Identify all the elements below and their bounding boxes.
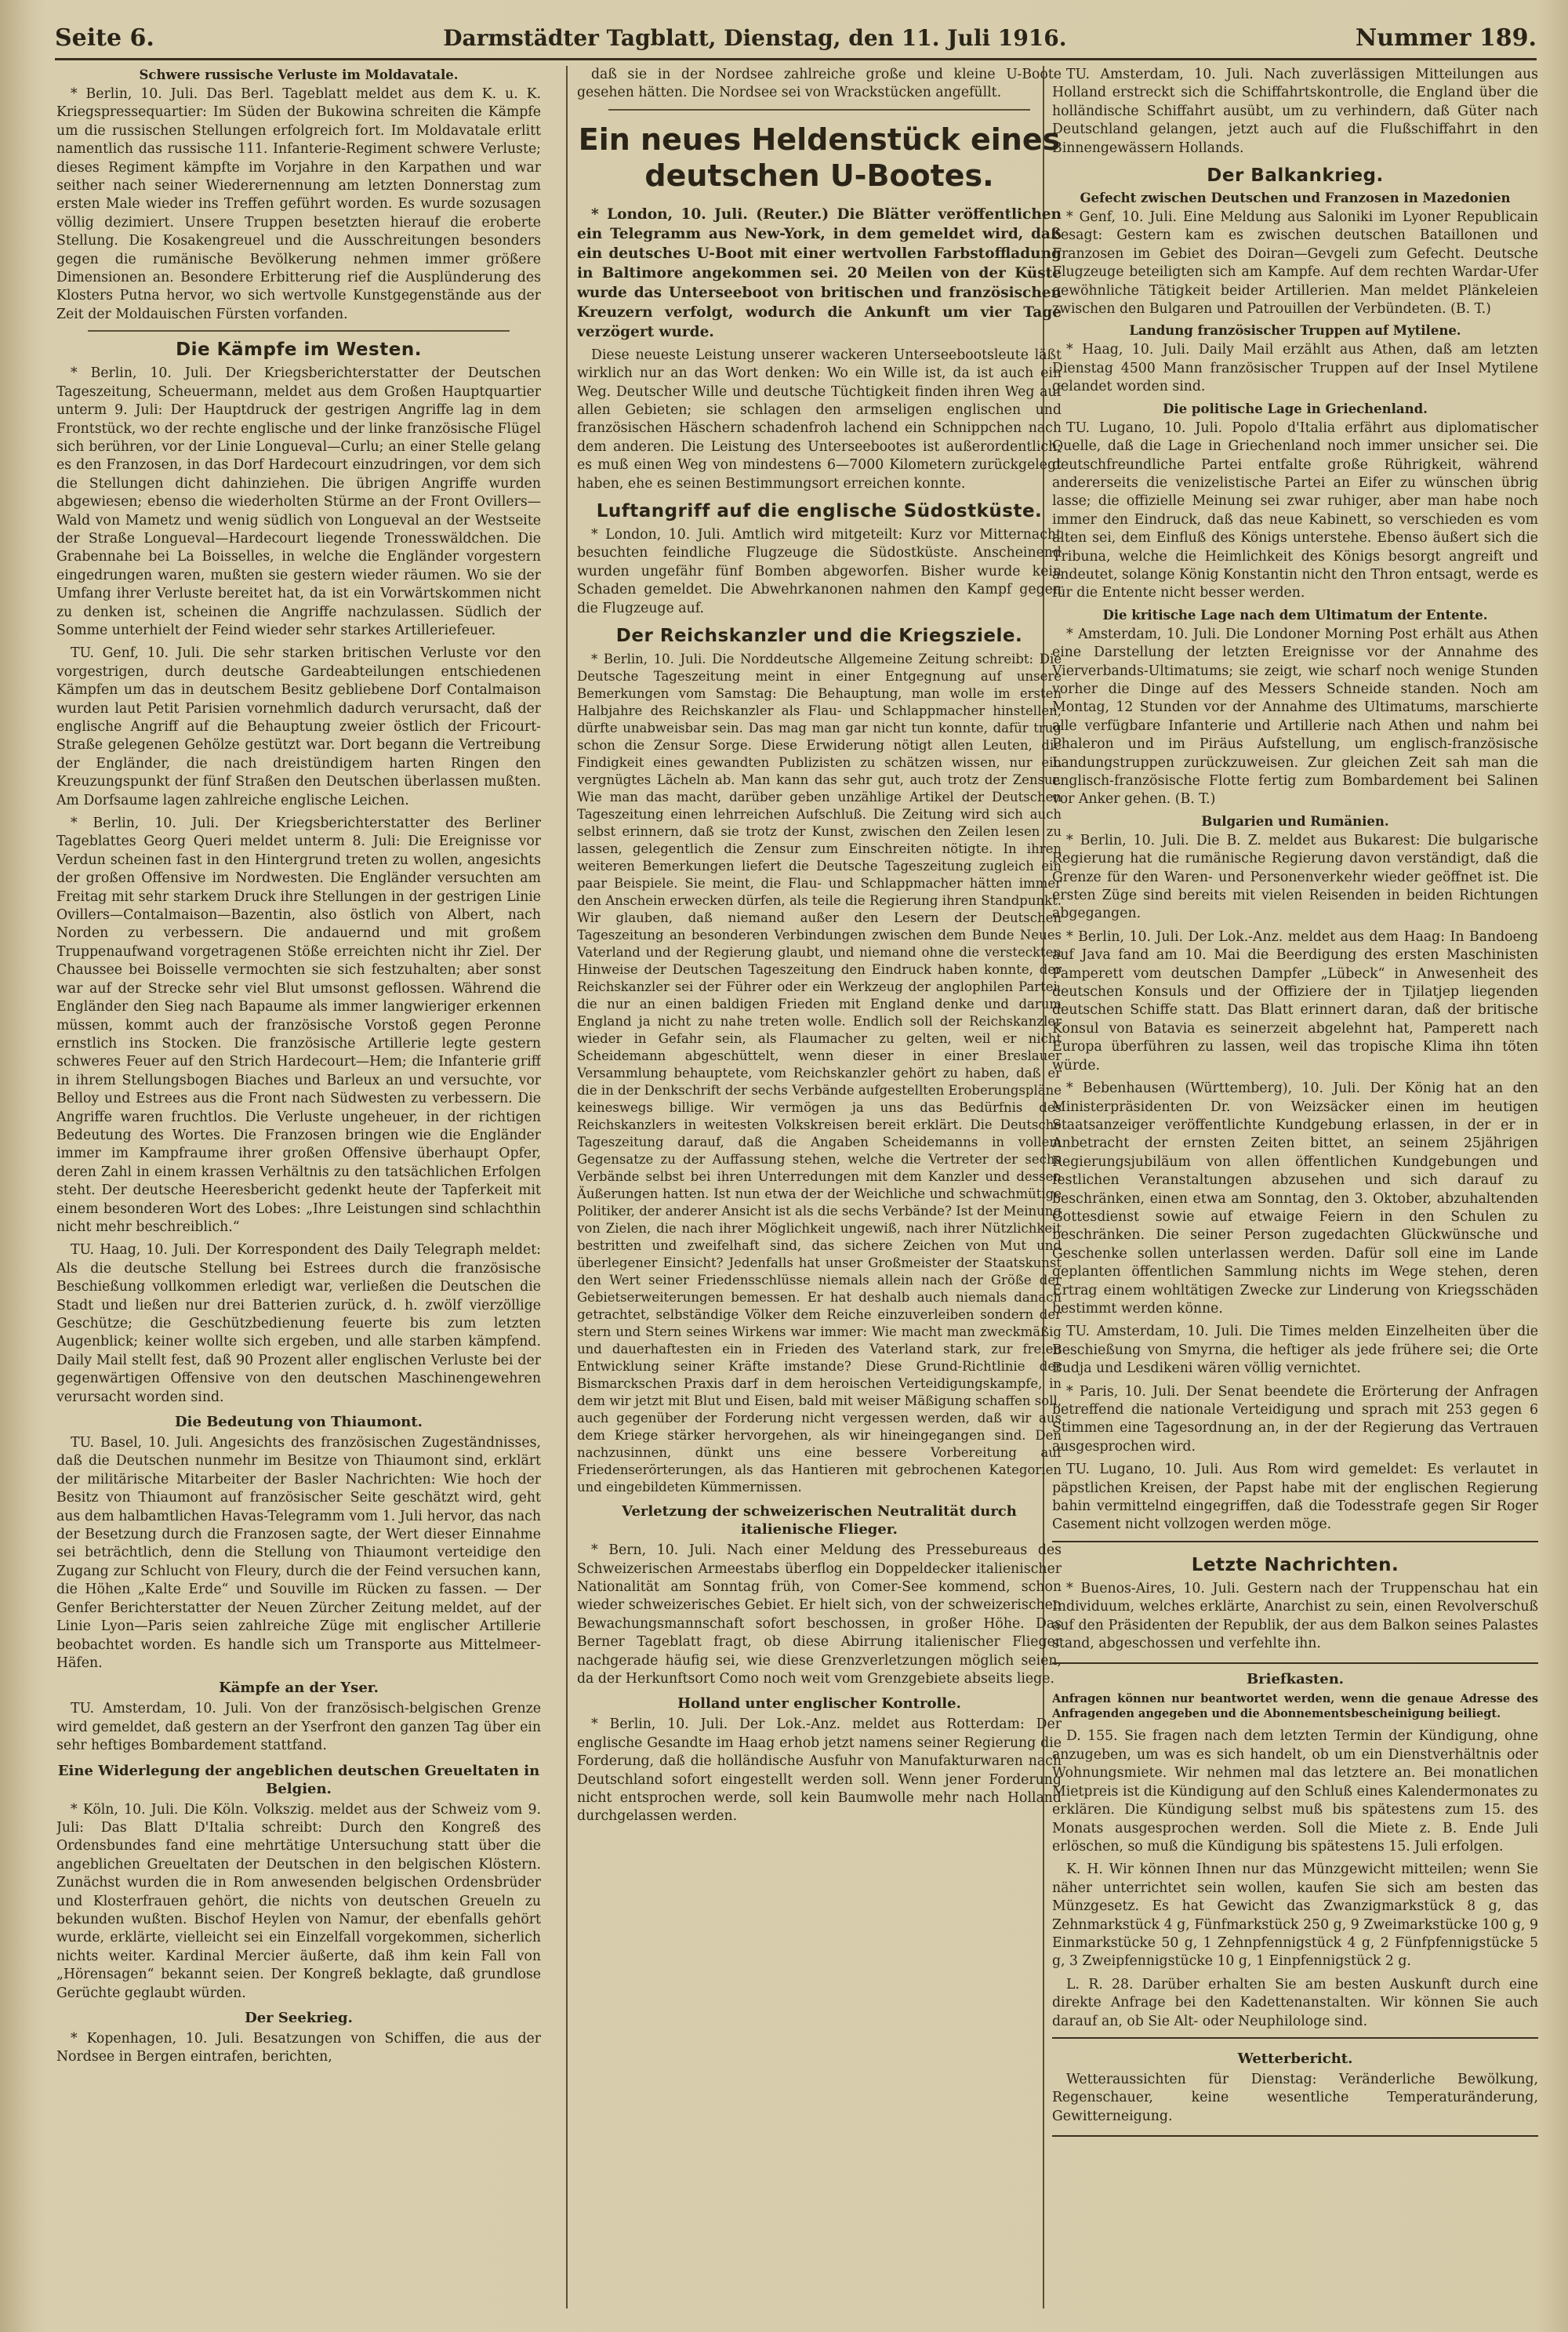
article-heading: Die Bedeutung von Thiaumont.: [175, 1414, 423, 1431]
article-subheading: Landung französischer Truppen auf Mytilene.: [1129, 323, 1461, 339]
separator: [88, 330, 510, 332]
page-number: Seite 6.: [55, 24, 154, 52]
article-text: * Bern, 10. Juli. Nach einer Meldung des Pressebureaus des Schweizerischen Armeestabs überflog ein Doppeldecker italienischer Nationalität am Sonntag früh, von Comer-See kommend, schon wieder schweizerisches Gebiet. Er hielt sich, von der schweizerischen Bewachungsmannschaft sofort beschossen, in großer Höhe. Das Berner Tageblatt fragt, ob diese Abirrung italienischer Flieger nachgerade häufig sei, wie diese Grenzverletzungen möglich seien, da der Herkunftsort Como noch weit vom Grenzgebiete abseits liege.: [577, 1542, 1062, 1687]
article-text: daß sie in der Nordsee zahlreiche große und kleine U-Boote gesehen hätten. Die Nordsee sei von Wrackstücken angefüllt.: [577, 67, 1062, 101]
article-heading: Der Seekrieg.: [245, 2010, 353, 2026]
article-heading: Letzte Nachrichten.: [1191, 1554, 1399, 1575]
article-subheading: Gefecht zwischen Deutschen und Franzosen in Mazedonien: [1080, 191, 1511, 206]
article-text: TU. Amsterdam, 10. Juli. Die Times melden Einzelheiten über die Beschießung von Smyrna, die heftiger als jede frühere sei; die Orte Budja und Lesdikeni wären völlig vernichtet.: [1052, 1324, 1538, 1377]
article-text: * Amsterdam, 10. Juli. Die Londoner Morning Post erhält aus Athen eine Darstellung der letzten Ereignisse vor der Annahme des Vierverbands-Ultimatums; sie zeigt, wie scharf noch wenige Stunden vorher die Dinge auf des Messers Schneide standen. Noch am Montag, 12 Stunden vor der Annahme des Ultimatums, marschierte alle verfügbare Infanterie und Artillerie nach Athen und nahm bei Phaleron und im Piräus Aufstellung, um englisch-französische Landungstruppen zurückzuweisen. Zur gleichen Zeit sah man die englisch-französische Flotte fertig zum Bombardement bei Salinen vor Anker gehen. (B. T.): [1052, 626, 1538, 808]
article-heading: Kämpfe an der Yser.: [219, 1680, 379, 1697]
mailbox-note: Anfragen können nur beantwortet werden, wenn die genaue Adresse des Anfragenden angegeben und die Abonnementsbescheinigung beiliegt.: [1052, 1692, 1538, 1721]
article-text: * London, 10. Juli. Amtlich wird mitgeteilt: Kurz vor Mitternacht besuchten feindliche Flugzeuge die Südostküste. Anscheinend wurden ungefähr fünf Bomben abgeworfen. Bisher wurde kein Schaden gemeldet. Die Abwehrkanonen nahmen den Kampf gegen die Flugzeuge auf.: [577, 527, 1062, 616]
article-text: K. H. Wir können Ihnen nur das Münzgewicht mitteilen; wenn Sie näher unterrichtet sein wollen, kaufen Sie sich am besten das Münzgesetz. Es hat Gewicht das Zwanzigmarkstück 8 g, das Zehnmarkstück 4 g, Fünfmarkstück 250 g, 9 Zweimarkstücke 100 g, 9 Einmarkstücke 50 g, 1 Zehnpfennigstück 4 g, 2 Fünfpfennigstücke 5 g, 3 Zweipfennigstücke 10 g, 1 Einpfennigstück 2 g.: [1052, 1862, 1538, 1970]
newspaper-title: Darmstädter Tagblatt, Dienstag, den 11. Juli 1916.: [443, 24, 1067, 51]
article-heading: Eine Widerlegung der angeblichen deutschen Greueltaten in Belgien.: [57, 1762, 540, 1797]
article-text: * Berlin, 10. Juli. Die Norddeutsche Allgemeine Zeitung schreibt: Die Deutsche Tageszeitung meint in einer Entgegnung auf unsere Bemerkungen vom Samstag: Die Behauptung, man wolle im ersten Halbjahre des Reichskanzler als Flau- und Schlappmacher hinstellen, dürfte unabweisbar sein. Das mag man gar nicht tun konnte, dafür trug schon die Zensur Sorge. Diese Erwiderung nötigt allen Leuten, die Findigkeit eines gewandten Publizisten zu schätzen wissen, nur ein vergnügtes Lächeln ab. Man kann das sehr gut, auch trotz der Zensur. Wie man das macht, darüber geben unzählige Artikel der Deutschen Tageszeitung einen lehrreichen Aufschluß. Die Zeitung wird sich auch selbst erinnern, daß sie trotz der Kunst, zwischen den Zeilen lesen zu lassen, gelegentlich die Zensur zum Einschreiten nötigte. In ihren weiteren Bemerkungen liefert die Deutsche Tageszeitung zugleich ein paar Beispiele. Sie meint, die Flau- und Schlappmacher hätten immer den Anschein erwecken dürfen, als teile die Regierung ihren Standpunkt. Wir glauben, daß niemand außer den Lesern der Deutschen Tageszeitung an besonderen Verbindungen zwischen dem Bunde Neues Vaterland und der Regierung glaubt, und niemand ohne die versteckten Hinweise der Deutschen Tageszeitung den Eindruck haben konnte, der Reichskanzler sei der Führer oder ein Werkzeug der anglophilen Partei, die nur an einen baldigen Frieden mit England denke und darum England ja nicht zu nahe treten wolle. Endlich soll der Reichskanzler wieder in Gefahr sein, als Flaumacher zu gelten, weil er nicht Scheidemann abgeschüttelt, wenn dieser in einer Breslauer Versammlung behauptete, vom Reichskanzler gehört zu haben, daß er die in der Denkschrift der sechs Verbände aufgestellten Eroberungspläne keineswegs billige. Wir vermögen ja uns das Bedürfnis des Reichskanzlers in weitesten Volkskreisen bereit erklärt. Die Deutsche Tageszeitung darauf, daß die Angaben Scheidemanns in vollem Gegensatze zu der Auffassung stehen, welche die Vertreter der sechs Verbände selbst bei ihren Unterredungen mit dem Kanzler und dessen Äußerungen hatten. Ist nun etwa der der Weichliche und schwachmütige Politiker, der anderer Ansicht ist als die sechs Verbände? Ist der Meinung von Zielen, die nach ihrer Möglichkeit ungewiß, nach ihrer Nützlichkeit bestritten und zweifelhaft sind, das sichere Zeichen von Mut und überlegener Einsicht? Jedenfalls hat unser Großmeister der Staatskunst den Wert seiner Friedensschlüsse niemals allein nach der Größe der Gebietserweiterungen bemessen. Er hat deshalb auch niemals danach getrachtet, selbständige Völker dem Reiche einzuverleiben sondern der stern und Stern seines Wirkens war immer: Wie macht man zweckmäßig und dauerhaftesten ein in Frieden des Vaterland stark, zur freien Entwicklung seiner Kräfte imstande? Diese Grund-Richtlinie der Bismarckschen Praxis darf in dem heroischen Verteidigungskampfe, in dem wir jetzt mit Blut und Eisen, bald mit weiser Mäßigung schaffen soll, auch gegenüber der Forderung nicht vergessen werden, daß wir aus dem Kriege stärker hervorgehen, als wir hineingegangen sind. Den nachzusinnen, dünkt uns eine bessere Vorbereitung auf Friedenserörterungen, als das Hantieren mit gebrochenen Kategorien und eingebildeten Kümmernissen.: [577, 652, 1062, 1495]
article-text: * Genf, 10. Juli. Eine Meldung aus Saloniki im Lyoner Republicain besagt: Gestern kam es zwischen deutschen Bataillonen und Franzosen im Gebiet des Doiran—Gevgeli zum Gefecht. Deutsche Flugzeuge beteiligten sich am Kampfe. Auf dem rechten Wardar-Ufer gewöhnliche Tätigkeit beider Artillerien. Man meldet Plänkeleien zwischen den Bulgaren und Patrouillen der Verbündeten. (B. T.): [1052, 209, 1538, 318]
article-heading: Die Kämpfe im Westen.: [176, 340, 422, 361]
article-text: * Buenos-Aires, 10. Juli. Gestern nach der Truppenschau hat ein Individuum, welches erklärte, Anarchist zu sein, einen Revolverschuß auf den Präsidenten der Republik, der aus dem Balkon seines Palastes stand, abgeschossen und verfehlte ihn.: [1052, 1580, 1538, 1652]
article-text: * Berlin, 10. Juli. Der Kriegsberichterstatter des Berliner Tageblattes Georg Queri meldet unterm 8. Juli: Die Ereignisse vor Verdun scheinen fast in den Hintergrund treten zu wollen, angesichts der großen Offensive im Nordwesten. Die Engländer versuchten am Freitag mit sehr starkem Druck ihre Stellungen in der gestrigen Linie Ovillers—Contalmaison—Bazentin, also östlich von Albert, nach Norden zu verbessern. Die andauernd und mit großem Truppenaufwand vorgetragenen Stöße erreichten nicht ihr Ziel. Der Chaussee bei Boisselle vermochten sie sich festzuhalten; aber sonst war auf der Strecke sehr viel Blut umsonst geflossen. Während die Engländer den Sieg nach Bapaume als immer langwieriger erkennen müssen, kommt auch der französische Vorstoß gegen Peronne ernstlich ins Stocken. Die französische Artillerie legte gestern schweres Feuer auf den Strich Hardecourt—Hem; die Infanterie griff in ihrem Stellungsbogen Biaches und Barleux an und versuchte, vor Belloy und Estrees aus die Front nach Südwesten zu verbessern. Die Angriffe waren fruchtlos. Die Verluste ungeheuer, in der richtigen Bedeutung des Wortes. Die Franzosen bringen wie die Engländer immer im Kampfraume ihrer großen Offensive überhaupt Opfer, deren Zahl in einem krassen Verhältnis zu den tatsächlichen Erfolgen steht. Der deutsche Heeresbericht gedenkt heute der Tapferkeit mit einem besonderen Wort des Lobes: „Ihre Leistungen sind schlachthin nicht mehr beschreiblich.“: [56, 815, 541, 1235]
article-heading: Der Balkankrieg.: [1207, 165, 1384, 187]
article-text: TU. Genf, 10. Juli. Die sehr starken britischen Verluste vor den vorgestrigen, durch deutsche Gardeabteilungen entschiedenen Kämpfen um das in deutschem Besitz gebliebene Dorf Contalmaison wurden laut Petit Parisien vornehmlich dadurch verursacht, daß der englische Angriff auf die Behauptung zweier östlich der Fricourt-Straße gelegenen Gehölze gestützt war. Dort begann die Vertreibung der Engländer, die nach dreistündigem harten Ringen den Kreuzungspunkt der fünf Straßen den Deutschen überlassen mußten. Am Dorfsaume lagen zahlreiche englische Leichen.: [56, 645, 541, 808]
article-text: * Berlin, 10. Juli. Die B. Z. meldet aus Bukarest: Die bulgarische Regierung hat die rumänische Regierung davon verständigt, daß die Grenze für den Waren- und Personenverkehr wieder geöffnet ist. Die ersten Züge sind bereits mit vielen Reisenden in beiden Richtungen abgegangen.: [1052, 832, 1538, 922]
article-heading: Schwere russische Verluste im Moldavatale.: [139, 67, 459, 82]
article-text: TU. Lugano, 10. Juli. Aus Rom wird gemeldet: Es verlautet in päpstlichen Kreisen, der Papst habe mit der englischen Regierung bahin vermittelnd eingegriffen, daß die Todesstrafe gegen Sir Roger Casement nicht vollzogen werden möge.: [1052, 1462, 1538, 1533]
latest-news-box: [1052, 1541, 1538, 1665]
masthead: [55, 17, 1537, 60]
article-heading: Verletzung der schweizerischen Neutralität durch italienische Flieger.: [622, 1503, 1017, 1538]
separator: [608, 109, 1030, 111]
article-heading: Der Reichskanzler und die Kriegsziele.: [615, 626, 1023, 647]
issue-number: Nummer 189.: [1355, 24, 1537, 52]
article-subheading: Bulgarien und Rumänien.: [1201, 813, 1389, 829]
article-heading: Briefkasten.: [1246, 1671, 1345, 1688]
weather-box: [1052, 2037, 1538, 2137]
article-text: TU. Basel, 10. Juli. Angesichts des französischen Zugeständnisses, daß die Deutschen nunmehr im Besitze von Thiaumont sind, erklärt der militärische Mitarbeiter der Basler Nachrichten: Wie hoch der Besitz von Thiaumont auf französischer Seite geschätzt wird, geht aus dem halbamtlichen Havas-Telegramm vom 1. Juli hervor, das nach der Besetzung durch die Franzosen sagte, der Wert dieser Einnahme sei beträchtlich, denn die Stellung von Thiaumont verteidige den Zugang zur Schlucht von Fleury, durch die der Feind versuchen kann, die Höhen „Kalte Erde“ und Souville im Rücken zu fassen. — Der Genfer Berichterstatter der Neuen Zürcher Zeitung meldet, auf der Linie Lyon—Paris seien zahlreiche Züge mit englischer Artillerie beobachtet worden. Es handle sich um Transporte aus Mittelmeer-Häfen.: [56, 1435, 541, 1671]
article-subheading: Die kritische Lage nach dem Ultimatum der Entente.: [1102, 607, 1488, 623]
article-text: TU. Amsterdam, 10. Juli. Nach zuverlässigen Mitteilungen aus Holland erstreckt sich die Schiffahrtskontrolle, die England über die holländische Schiffahrt ausübt, um zu verhindern, daß Güter nach Deutschland gelangen, jetzt auch auf die Flußschiffahrt in den Binnengewässern Hollands.: [1052, 67, 1538, 156]
article-text: L. R. 28. Darüber erhalten Sie am besten Auskunft durch eine direkte Anfrage bei den Kadettenanstalten. Wir können Sie auch darauf an, ob Sie Alt- oder Neuphilologe sind.: [1052, 1976, 1538, 2029]
article-subheading: Die politische Lage in Griechenland.: [1163, 401, 1428, 416]
article-text: * Berlin, 10. Juli. Das Berl. Tageblatt meldet aus dem K. u. K. Kriegspressequartier: Im Süden der Bukowina schreiten die Kämpfe um die russischen Stellungen erfolgreich fort. Im Moldavatale erlitt namentlich das russische 111. Infanterie-Regiment schwere Verluste; dieses Regiment kämpfte im Vorjahre in den Karpathen und war seither nach seiner Wiederernennung am letzten Donnerstag zum ersten Male wieder ins Treffen geführt worden. Es wurde sozusagen völlig dezimiert. Unsere Truppen besetzten hierauf die eroberte Stellung. Die Kosakengreuel und die Ausschreitungen besonders gegen die rumänische Bevölkerung nehmen immer größere Dimensionen an. Besondere Erbitterung rief die Ausplünderung des Klosters Putna hervor, wo sich wertvolle Kunstgegenstände aus der Zeit der Moldauischen Fürsten vorfanden.: [56, 86, 541, 322]
article-text: * Paris, 10. Juli. Der Senat beendete die Erörterung der Anfragen betreffend die nationale Verteidigung und sprach mit 253 gegen 6 Stimmen eine Tagesordnung an, in der der Regierung das Vertrauen ausgesprochen wird.: [1052, 1383, 1538, 1455]
article-text: * Haag, 10. Juli. Daily Mail erzählt aus Athen, daß am letzten Dienstag 4500 Mann französischer Truppen auf der Insel Mytilene gelandet worden sind.: [1052, 342, 1538, 395]
article-text: TU. Amsterdam, 10. Juli. Von der französisch-belgischen Grenze wird gemeldet, daß gestern an der Yserfront den ganzen Tag über ein sehr heftiges Bombardement stattfand.: [56, 1701, 541, 1754]
article-heading: Holland unter englischer Kontrolle.: [677, 1695, 961, 1713]
article-text: TU. Lugano, 10. Juli. Popolo d'Italia erfährt aus diplomatischer Quelle, daß die Lage in Griechenland noch immer unsicher sei. Die deutschfreundliche Partei entfalte große Rührigkeit, während andererseits die venizelistische Partei an Eifer zu wünschen übrig lasse; die offizielle Meinung sei zwar ruhiger, aber man habe noch immer den Eindruck, daß das neue Kabinett, so verschieden es vom alten sei, dem Einfluß des Königs unterstehe. Ebenso äußert sich die Tribuna, welche die Heimlichkeit des Königs besorgt angreift und andeutet, solange König Konstantin nicht den Thron entsagt, werde es für die Entente nicht besser werden.: [1052, 420, 1538, 601]
article-text: * Berlin, 10. Juli. Der Lok.-Anz. meldet aus Rotterdam: Der englische Gesandte im Haag erhob jetzt namens seiner Regierung die Forderung, daß die holländische Ausfuhr von Manufakturwaren nach Deutschland sofort eingestellt werden soll. Wenn jener Forderung nicht entsprochen werde, soll kein Baumwolle mehr nach Holland durchgelassen werden.: [577, 1716, 1062, 1825]
article-text: * Köln, 10. Juli. Die Köln. Volkszig. meldet aus der Schweiz vom 9. Juli: Das Blatt D'Italia schreibt: Durch den Kongreß des Ordensbundes fand eine mehrtätige Untersuchung statt über die angeblichen Greueltaten der Deutschen in den belgischen Klöstern. Zunächst wurden die in Rom anwesenden belgischen Ordensbrüder und Klosterfrauen gehört, die nichts von deutschen Greueln zu bekunden wußten. Bischof Heylen von Namur, der ebenfalls gehört wurde, erklärte, vielleicht sei ein Einzelfall vorgekommen, sicherlich nichts weiter. Kardinal Mercier äußerte, daß ihm kein Fall von „Hörensagen“ bekannt seien. Der Kongreß beklagte, daß grundlose Gerüchte geglaubt würden.: [56, 1801, 541, 2001]
article-text: * Bebenhausen (Württemberg), 10. Juli. Der König hat an den Ministerpräsidenten Dr. von Weizsäcker einen im heutigen Staatsanzeiger veröffentlichte Kundgebung erlassen, in der er in Anbetracht der ernsten Zeiten bittet, an seinem 25jährigen Regierungsjubiläum von allen öffentlichen Kundgebungen und festlichen Veranstaltungen abzusehen und sich darauf zu beschränken, einen etwa am Sonntag, den 3. Oktober, abzuhaltenden Gottesdienst sowie auf etwaige Feiern in den Schulen zu beschränken. Die seiner Person zugedachten Glückwünsche und Geschenke sollen unterlassen werden. Dafür soll eine im Lande geplanten öffentlichen Sammlung nichts im Wege stehen, deren Ertrag einem wohltätigen Zwecke zur Linderung von Kriegsschäden bestimmt werden könne.: [1052, 1081, 1538, 1317]
column-2: [577, 66, 1062, 2308]
column-3: [1052, 66, 1538, 2308]
article-text: * Berlin, 10. Juli. Der Lok.-Anz. meldet aus dem Haag: In Bandoeng auf Java fand am 10. Mai die Beerdigung des ersten Maschinisten Pamperett vom deutschen Dampfer „Lübeck“ in Anwesenheit des deutschen Konsuls und der Offiziere der in Tjilatjep liegenden deutschen Schiffe statt. Das Blatt erinnert daran, daß der britische Konsul von Batavia es seinerzeit abgelehnt hat, Pamperett nach Europa überführen zu lassen, weil das tropische Klima ihn töten würde.: [1052, 928, 1538, 1073]
article-headline: Ein neues Heldenstück eines deutschen U-Bootes.: [578, 122, 1061, 193]
article-text: TU. Haag, 10. Juli. Der Korrespondent des Daily Telegraph meldet: Als die deutsche Stellung bei Estrees durch die französische Beschießung vollkommen erledigt war, verließen die Deutschen die Stadt und ließen nur drei Batterien zurück, d. h. zwölf vierzöllige Geschütze; die Geschützbedienung feuerte bis zum letzten Augenblick; keiner wollte sich ergeben, und alle starben kämpfend. Daily Mail stellt fest, daß 90 Prozent aller englischen Verluste bei der gegenwärtigen Offensive von den deutschen Maschinengewehren verursacht worden sind.: [56, 1242, 541, 1405]
article-heading: Luftangriff auf die englische Südostküste.: [596, 501, 1043, 522]
article-lead: * London, 10. Juli. (Reuter.) Die Blätter veröffentlichen ein Telegramm aus New-York, in dem gemeldet wird, daß ein deutsches U-Boot mit einer wertvollen Farbstoffladung in Baltimore angekommen sei. 20 Meilen von der Küste wurde das Unterseeboot von britischen und französischen Kreuzern verfolgt, wodurch die Ankunft um vier Tage verzögert wurde.: [577, 205, 1062, 340]
article-text: Wetteraussichten für Dienstag: Veränderliche Bewölkung, Regenschauer, keine wesentliche Temperaturänderung, Gewitterneigung.: [1052, 2071, 1538, 2124]
article-text: D. 155. Sie fragen nach dem letzten Termin der Kündigung, ohne anzugeben, um was es sich handelt, ob um ein Dienstverhältnis oder Wohnungsmiete. Wir nehmen mal das letztere an. Bei monatlichen Mietpreis ist die Kündigung auf den Schluß eines Kalendermonates zu erklären. Die Kündigung selbst muß bis spätestens zum 15. des Monats ausgesprochen werden. Soll die Miete z. B. Ende Juli erlöschen, so muß die Kündigung bis spätestens 15. Juli erfolgen.: [1052, 1728, 1538, 1854]
article-text: * Berlin, 10. Juli. Der Kriegsberichterstatter der Deutschen Tageszeitung, Scheuermann, meldet aus dem Großen Hauptquartier unterm 9. Juli: Der Hauptdruck der gestrigen Angriffe lag in dem Frontstück, wo der rechte englische und der linke französische Flügel sich berühren, vor der Linie Longueval—Curlu; an einer Stelle gelang es den Franzosen, in das Dorf Hardecourt einzudringen, vor dem sich die Stellungen dicht dahinziehen. Die übrigen Angriffe wurden abgewiesen; ebenso die wiederholten Stürme an der Front Ovillers—Wald von Mametz und wenig südlich von Longueval an der Westseite der Straße Longueval—Hardecourt liegende Tronesswäldchen. Die Grabennahe bei La Boisselles, in welche die Engländer vorgestern eingedrungen waren, mußten sie gestern wieder räumen. Wo sie der Umfang ihrer Verluste bereitet hat, da ist ein Vorwärtskommen nicht zu denken ist, scheinen die Angriffe nachzulassen. Südlich der Somme unterhielt der Feind wieder sehr starkes Artilleriefeuer.: [56, 365, 541, 638]
column-rule-1: [566, 66, 568, 2308]
article-text: * Kopenhagen, 10. Juli. Besatzungen von Schiffen, die aus der Nordsee in Bergen eintrafen, berichten,: [56, 2031, 541, 2065]
column-1: [56, 66, 541, 2308]
article-text: Diese neueste Leistung unserer wackeren Unterseebootsleute läßt wirklich nur an das Wort denken: Wo ein Wille ist, da ist auch ein Weg. Deutscher Wille und deutsche Tüchtigkeit finden ihren Weg auf allen Gebieten; sie schlagen den armseligen englischen und französischen Häschern schadenfroh lachend ein Schnippchen nach dem anderen. Die Leistung des Unterseebootes ist außerordentlich; es muß einen Weg von mindestens 6—7000 Kilometern zurückgelegt haben, ehe es seinen Bestimmungsort erreichen konnte.: [577, 347, 1062, 492]
article-heading: Wetterbericht.: [1237, 2050, 1353, 2067]
